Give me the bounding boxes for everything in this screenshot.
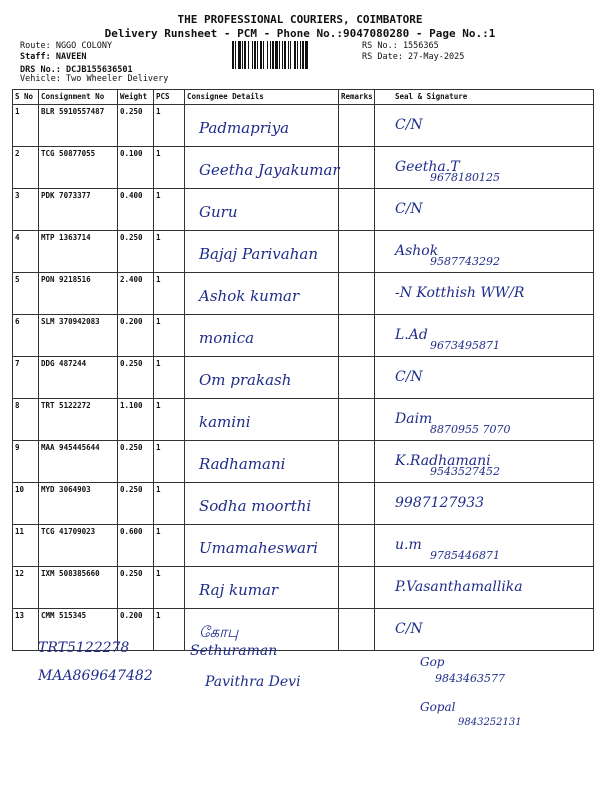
signature-handwriting: 9987127933 <box>395 495 485 511</box>
row-consignee <box>185 231 339 273</box>
consignee-handwriting: Guru <box>199 203 238 221</box>
row-pcs: 1 <box>154 483 185 525</box>
drs-number: DRS No.: DCJB155636501 <box>20 65 133 75</box>
table-row <box>13 231 594 273</box>
col-signature: Seal & Signature <box>375 90 594 105</box>
row-consignee <box>185 105 339 147</box>
runsheet-subtitle: Delivery Runsheet - PCM - Phone No.:9047080280 - Page No.:1 <box>104 27 496 40</box>
row-weight: 2.400 <box>118 273 154 315</box>
signature-handwriting: C/N <box>395 621 423 637</box>
row-sno: 2 <box>13 147 39 189</box>
barcode-bar <box>279 41 280 69</box>
barcode-bar <box>257 41 258 69</box>
table-row <box>13 483 594 525</box>
consignee-handwriting: Sodha moorthi <box>199 497 312 515</box>
row-remarks <box>339 399 375 441</box>
row-signature <box>375 441 594 483</box>
rs-date: RS Date: 27-May-2025 <box>362 52 465 62</box>
row-pcs: 1 <box>154 441 185 483</box>
row-consignment-no: PON 9218516 <box>39 273 118 315</box>
signature-handwriting: -N Kotthish WW/R <box>395 285 525 301</box>
barcode-bar <box>270 41 271 69</box>
row-weight: 0.400 <box>118 189 154 231</box>
row-consignee <box>185 357 339 399</box>
row-pcs: 1 <box>154 357 185 399</box>
row-signature <box>375 609 594 651</box>
barcode-bar <box>248 41 249 69</box>
row-consignment-no: BLR 5910557487 <box>39 105 118 147</box>
row-pcs: 1 <box>154 609 185 651</box>
table-row <box>13 189 594 231</box>
table-row <box>13 273 594 315</box>
signature-handwriting: C/N <box>395 369 423 385</box>
consignee-handwriting: கோபு <box>199 623 239 641</box>
barcode-bar <box>260 41 262 69</box>
row-consignment-no: PDK 7073377 <box>39 189 118 231</box>
row-weight: 0.250 <box>118 105 154 147</box>
note-sig-2: Gopal <box>420 700 456 714</box>
row-remarks <box>339 105 375 147</box>
row-sno: 4 <box>13 231 39 273</box>
table-row <box>13 525 594 567</box>
table-row <box>13 567 594 609</box>
row-weight: 1.100 <box>118 399 154 441</box>
row-remarks <box>339 273 375 315</box>
signature-handwriting: u.m <box>395 537 422 553</box>
barcode <box>232 41 354 69</box>
row-weight: 0.200 <box>118 609 154 651</box>
row-consignment-no: MTP 1363714 <box>39 231 118 273</box>
row-remarks <box>339 609 375 651</box>
row-remarks <box>339 231 375 273</box>
row-consignee <box>185 567 339 609</box>
row-weight: 0.250 <box>118 567 154 609</box>
row-sno: 13 <box>13 609 39 651</box>
barcode-bar <box>300 41 301 69</box>
row-sno: 5 <box>13 273 39 315</box>
row-signature <box>375 399 594 441</box>
row-pcs: 1 <box>154 273 185 315</box>
row-remarks <box>339 357 375 399</box>
signature-handwriting: Daim <box>395 411 433 427</box>
row-sno: 7 <box>13 357 39 399</box>
col-weight: Weight <box>118 90 154 105</box>
table-header-row <box>13 90 594 105</box>
note-name-2: Pavithra Devi <box>205 674 301 690</box>
col-pcs: PCS <box>154 90 185 105</box>
barcode-bar <box>235 41 236 69</box>
signature-handwriting: L.Ad <box>395 327 428 343</box>
rs-number: RS No.: 1556365 <box>362 41 439 51</box>
barcode-bar <box>267 41 268 69</box>
row-signature <box>375 189 594 231</box>
row-consignment-no: IXM 508385660 <box>39 567 118 609</box>
row-consignment-no: MYD 3064903 <box>39 483 118 525</box>
consignee-handwriting: Ashok kumar <box>199 287 300 305</box>
row-signature <box>375 273 594 315</box>
consignee-handwriting: Geetha Jayakumar <box>199 161 340 179</box>
row-pcs: 1 <box>154 567 185 609</box>
barcode-bar <box>290 41 291 69</box>
barcode-bar <box>275 41 278 69</box>
row-consignment-no: TRT 5122272 <box>39 399 118 441</box>
table-row <box>13 105 594 147</box>
row-consignee <box>185 483 339 525</box>
row-signature <box>375 147 594 189</box>
consignee-handwriting: Raj kumar <box>199 581 279 599</box>
row-remarks <box>339 315 375 357</box>
row-remarks <box>339 525 375 567</box>
signature-handwriting: C/N <box>395 201 423 217</box>
barcode-bar <box>242 41 243 69</box>
signature-handwriting: Ashok <box>395 243 439 259</box>
col-sno: S No <box>13 90 39 105</box>
row-sno: 9 <box>13 441 39 483</box>
row-weight: 0.250 <box>118 357 154 399</box>
row-consignee <box>185 399 339 441</box>
row-consignee <box>185 441 339 483</box>
row-consignee <box>185 273 339 315</box>
signature-phone: 8870955 7070 <box>430 423 511 436</box>
row-remarks <box>339 189 375 231</box>
row-signature <box>375 525 594 567</box>
col-consignment: Consignment No <box>39 90 118 105</box>
barcode-bar <box>297 41 298 69</box>
signature-handwriting: P.Vasanthamallika <box>395 579 523 595</box>
table-row <box>13 147 594 189</box>
signature-phone: 9543527452 <box>430 465 500 478</box>
row-sno: 12 <box>13 567 39 609</box>
row-consignee <box>185 147 339 189</box>
barcode-bar <box>302 41 304 69</box>
row-weight: 0.250 <box>118 441 154 483</box>
barcode-bar <box>238 41 241 69</box>
consignee-handwriting: Umamaheswari <box>199 539 318 557</box>
signature-phone: 9785446871 <box>430 549 500 562</box>
consignee-handwriting: Radhamani <box>199 455 286 473</box>
barcode-bar <box>272 41 274 69</box>
table-row <box>13 441 594 483</box>
row-signature <box>375 357 594 399</box>
row-remarks <box>339 441 375 483</box>
table-row <box>13 399 594 441</box>
staff-label: Staff: NAVEEN <box>20 52 87 62</box>
barcode-bar <box>284 41 286 69</box>
signature-phone: 9587743292 <box>430 255 500 268</box>
row-pcs: 1 <box>154 315 185 357</box>
row-weight: 0.250 <box>118 231 154 273</box>
row-remarks <box>339 483 375 525</box>
consignee-handwriting: Bajaj Parivahan <box>199 245 318 263</box>
row-sno: 6 <box>13 315 39 357</box>
row-weight: 0.100 <box>118 147 154 189</box>
signature-handwriting: C/N <box>395 117 423 133</box>
note-consignment-1: TRT5122278 <box>38 640 130 656</box>
row-remarks <box>339 147 375 189</box>
row-pcs: 1 <box>154 105 185 147</box>
row-signature <box>375 315 594 357</box>
row-pcs: 1 <box>154 231 185 273</box>
row-weight: 0.250 <box>118 483 154 525</box>
route-label: Route: NGGO COLONY <box>20 41 113 51</box>
signature-handwriting: K.Radhamani <box>395 453 491 469</box>
row-signature <box>375 231 594 273</box>
runsheet-table <box>12 89 594 651</box>
row-consignment-no: TCG 41709023 <box>39 525 118 567</box>
row-signature <box>375 567 594 609</box>
consignee-handwriting: Padmapriya <box>199 119 290 137</box>
consignee-handwriting: kamini <box>199 413 251 431</box>
note-name-1: Sethuraman <box>190 643 278 659</box>
table-row <box>13 315 594 357</box>
row-sno: 3 <box>13 189 39 231</box>
company-title: THE PROFESSIONAL COURIERS, COIMBATORE <box>177 13 423 26</box>
barcode-bar <box>244 41 246 69</box>
note-phone-2: 9843252131 <box>458 717 522 728</box>
barcode-bar <box>288 41 289 69</box>
row-sno: 11 <box>13 525 39 567</box>
row-consignee <box>185 525 339 567</box>
signature-phone: 9673495871 <box>430 339 500 352</box>
barcode-bar <box>282 41 283 69</box>
row-signature <box>375 483 594 525</box>
row-signature <box>375 105 594 147</box>
row-consignee <box>185 315 339 357</box>
row-weight: 0.200 <box>118 315 154 357</box>
row-pcs: 1 <box>154 525 185 567</box>
row-sno: 1 <box>13 105 39 147</box>
barcode-bar <box>252 41 253 69</box>
signature-phone: 9678180125 <box>430 171 500 184</box>
col-remarks: Remarks <box>339 90 375 105</box>
row-pcs: 1 <box>154 147 185 189</box>
barcode-bar <box>263 41 264 69</box>
row-consignment-no: DDG 487244 <box>39 357 118 399</box>
row-pcs: 1 <box>154 399 185 441</box>
barcode-bar <box>232 41 234 69</box>
barcode-bar <box>305 41 308 69</box>
row-consignment-no: TCG 50877055 <box>39 147 118 189</box>
consignee-handwriting: Om prakash <box>199 371 292 389</box>
barcode-bar <box>254 41 256 69</box>
row-consignment-no: MAA 945445644 <box>39 441 118 483</box>
row-consignment-no: CMM 515345 <box>39 609 118 651</box>
row-sno: 8 <box>13 399 39 441</box>
row-remarks <box>339 567 375 609</box>
consignee-handwriting: monica <box>199 329 255 347</box>
note-sig-1: Gop <box>420 655 445 669</box>
row-consignee <box>185 189 339 231</box>
row-weight: 0.600 <box>118 525 154 567</box>
row-sno: 10 <box>13 483 39 525</box>
row-consignment-no: SLM 370942083 <box>39 315 118 357</box>
barcode-bar <box>294 41 296 69</box>
col-consignee: Consignee Details <box>185 90 339 105</box>
row-pcs: 1 <box>154 189 185 231</box>
vehicle-label: Vehicle: Two Wheeler Delivery <box>20 74 169 84</box>
note-consignment-2: MAA869647482 <box>38 668 153 684</box>
note-phone-1: 9843463577 <box>435 672 505 685</box>
table-row <box>13 357 594 399</box>
signature-handwriting: Geetha.T <box>395 159 460 175</box>
